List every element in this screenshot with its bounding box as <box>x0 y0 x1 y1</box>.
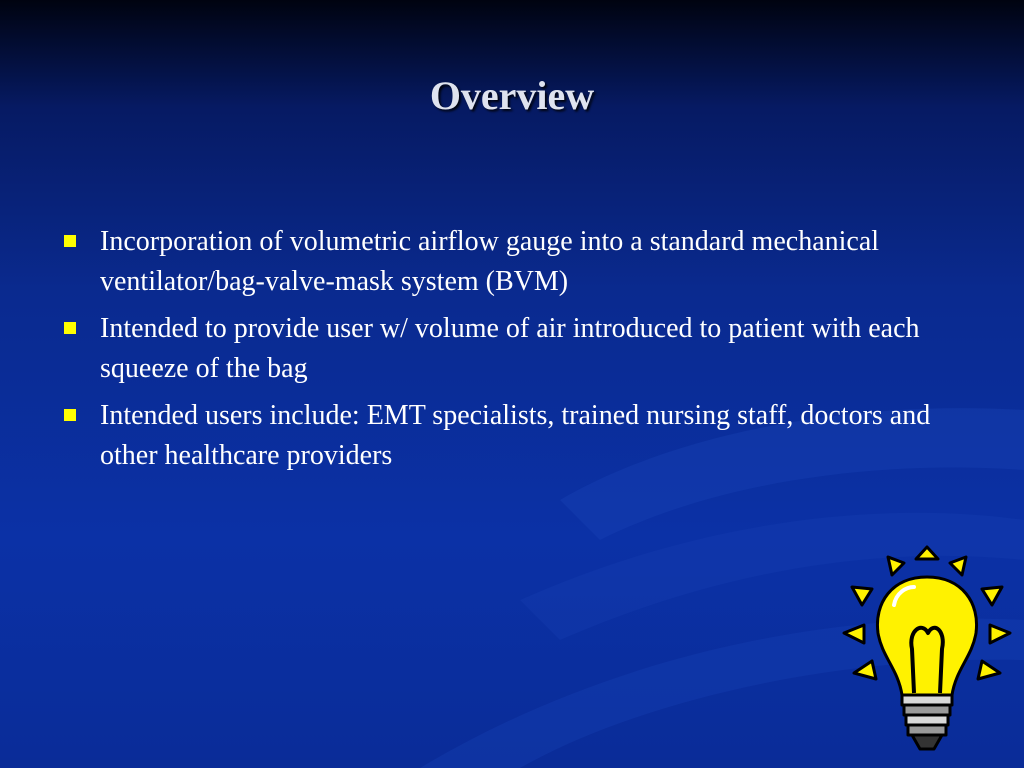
bullet-item <box>62 222 962 302</box>
slide-title: Overview <box>429 73 595 118</box>
yellow-square-bullet-icon <box>64 409 76 421</box>
bullet-item <box>62 309 962 389</box>
lightbulb-icon <box>842 545 1012 755</box>
bullet-text: Intended users include: EMT specialists, trained nursing staff, doctors and other healthcare providers <box>100 400 931 471</box>
yellow-square-bullet-icon <box>64 322 76 334</box>
bullet-text: Intended to provide user w/ volume of air introduced to patient with each squeeze of the bag <box>100 313 920 384</box>
bullet-text: Incorporation of volumetric airflow gauge into a standard mechanical ventilator/bag-valve-mask system (BVM) <box>100 226 880 297</box>
yellow-square-bullet-icon <box>64 235 76 247</box>
bullet-item <box>62 396 962 476</box>
bullet-list <box>62 222 962 483</box>
